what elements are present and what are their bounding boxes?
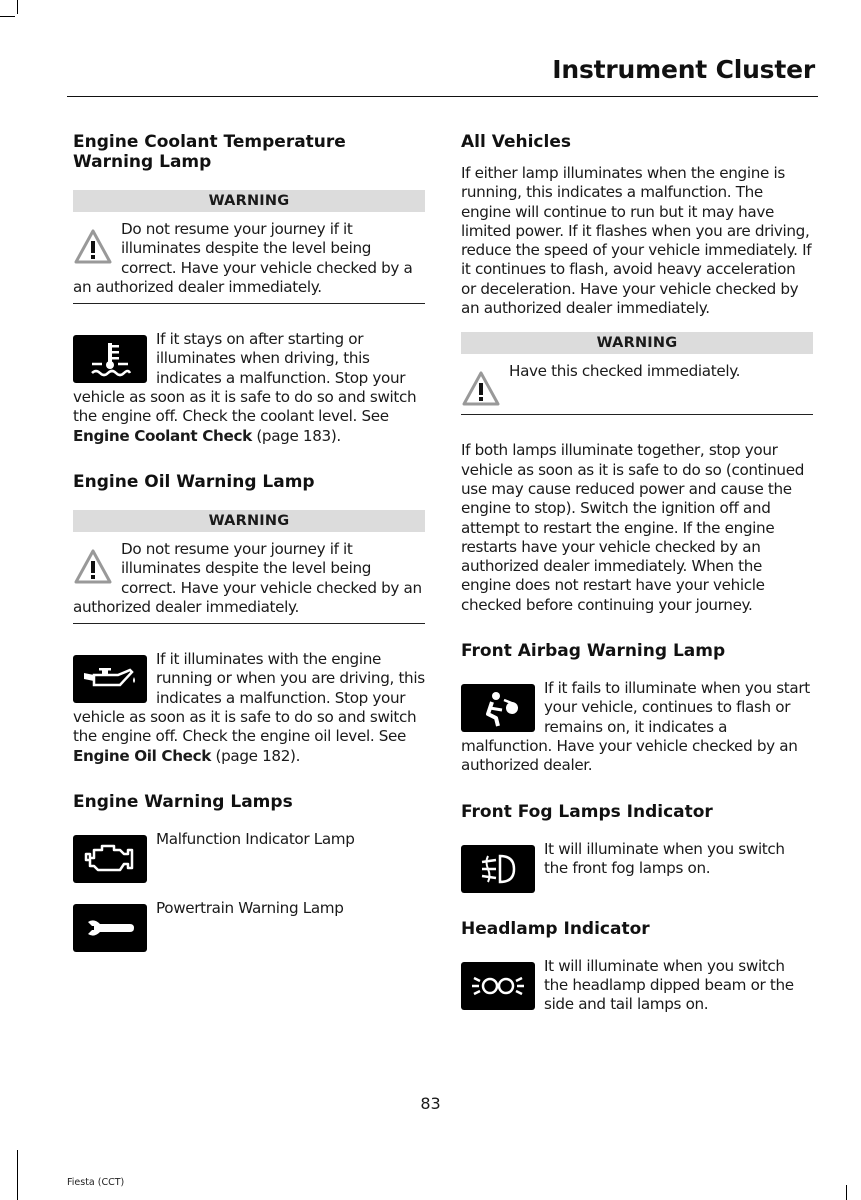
crop-mark xyxy=(0,16,15,17)
warning-triangle-icon xyxy=(73,548,113,586)
headlamp-section xyxy=(461,919,813,1015)
warning-triangle-icon xyxy=(73,228,113,266)
airbag-section xyxy=(461,641,813,801)
right-column xyxy=(461,132,813,1014)
left-column xyxy=(73,132,425,952)
airbag-icon xyxy=(461,684,535,732)
headlamp-text: It will illuminate when you switch the headlamp dipped beam or the side and tail lamps on. xyxy=(544,956,794,1014)
page-number: 83 xyxy=(420,1094,441,1113)
warning-label: WARNING xyxy=(73,190,425,212)
crop-mark xyxy=(17,1150,18,1200)
fog-lamp-icon xyxy=(461,845,535,893)
coolant-section xyxy=(73,132,425,472)
powertrain-label: Powertrain Warning Lamp xyxy=(156,898,344,917)
headlamp-indicator-icon xyxy=(461,962,535,1010)
coolant-heading: Engine Coolant Temperature Warning Lamp xyxy=(73,132,346,172)
crop-mark xyxy=(846,1185,847,1200)
engine-section xyxy=(73,792,425,952)
both-lamps-text: If both lamps illuminate together, stop your vehicle as soon as it is safe to do so (continued use may cause reduced power and cause the engine to stop). Switch the ignition off and attempt to restart the engine. If the engine restarts have your vehicle checked by an authorized dealer immediately. When the engine does not restart have your vehicle checked before continuing your journey. xyxy=(461,441,804,614)
warning-text: Have this checked immediately. xyxy=(509,362,741,381)
title-rule xyxy=(67,96,818,97)
all-vehicles-warning xyxy=(461,332,813,415)
coolant-warning xyxy=(73,190,425,304)
warning-text: Do not resume your journey if it illuminates despite the level being correct. Have your vehicle checked by an authorized dealer immediately. xyxy=(73,539,422,616)
all-vehicles-text: If either lamp illuminates when the engine is running, this indicates a malfunction. The engine will continue to run but it may have limited power. If it flashes when you are driving, reduce the speed of your vehicle immediately. If it continues to flash, avoid heavy acceleration or deceleration. Have your vehicle checked by an authorized dealer immediately. xyxy=(461,164,812,318)
oil-section xyxy=(73,472,425,792)
coolant-temperature-icon xyxy=(73,335,147,383)
oil-body: If it illuminates with the engine running or when you are driving, this indicates a malfunction. Stop your vehicle as soon as it is safe to do so and switch the engine off. Check the engine oil level. See Engine Oil Check (page 182). xyxy=(73,650,425,765)
fog-text: It will illuminate when you switch the front fog lamps on. xyxy=(544,839,785,877)
coolant-ref-link[interactable]: Engine Coolant Check xyxy=(73,426,252,445)
mil-label: Malfunction Indicator Lamp xyxy=(156,829,355,848)
coolant-body: If it stays on after starting or illuminates when driving, this indicates a malfunction. Stop your vehicle as soon as it is safe to do so and switch the engine off. Check the coolant level. See Engine Coolant Check (page 183). xyxy=(73,330,417,445)
airbag-heading: Front Airbag Warning Lamp xyxy=(461,641,726,662)
footer-model: Fiesta (CCT) xyxy=(67,1177,125,1188)
oil-warning xyxy=(73,510,425,624)
oil-heading: Engine Oil Warning Lamp xyxy=(73,471,315,492)
page-title: Instrument Cluster xyxy=(552,55,815,84)
all-vehicles-section xyxy=(461,132,813,641)
fog-heading: Front Fog Lamps Indicator xyxy=(461,801,713,822)
wrench-icon xyxy=(73,904,147,952)
oil-ref-link[interactable]: Engine Oil Check xyxy=(73,746,212,765)
airbag-text: If it fails to illuminate when you start your vehicle, continues to flash or remains on, it indicates a malfunction. Have your vehicle checked by an authorized dealer. xyxy=(461,679,810,775)
warning-label: WARNING xyxy=(73,510,425,532)
oil-can-icon xyxy=(73,655,147,703)
headlamp-heading: Headlamp Indicator xyxy=(461,918,650,939)
warning-triangle-icon xyxy=(461,370,501,408)
check-engine-icon xyxy=(73,835,147,883)
warning-label: WARNING xyxy=(461,332,813,354)
all-vehicles-heading: All Vehicles xyxy=(461,132,571,152)
warning-text: Do not resume your journey if it illuminates despite the level being correct. Have your vehicle checked by a an authorized dealer immediately. xyxy=(73,220,413,296)
crop-mark xyxy=(17,0,18,14)
engine-heading: Engine Warning Lamps xyxy=(73,791,293,812)
fog-section xyxy=(461,802,813,919)
